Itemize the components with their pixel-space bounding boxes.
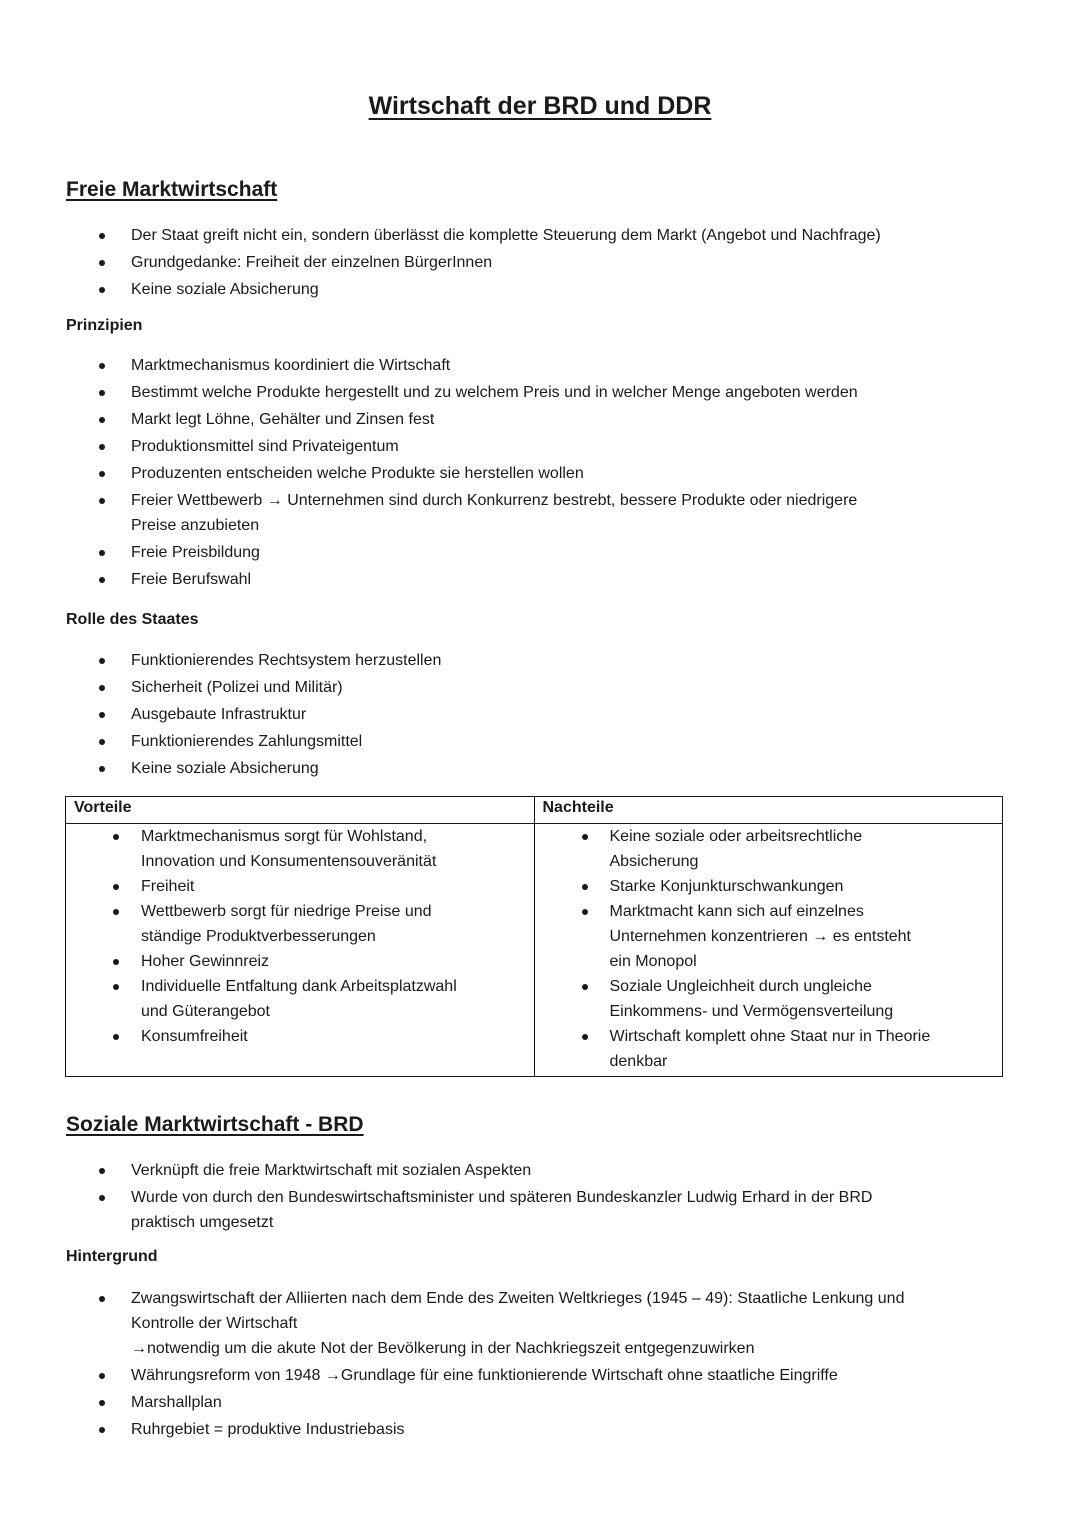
section-heading-freie-marktwirtschaft: Freie Marktwirtschaft bbox=[66, 178, 278, 201]
list-item-line: praktisch umgesetzt bbox=[131, 1214, 274, 1231]
list-item-line: denkbar bbox=[609, 1053, 668, 1070]
list-item bbox=[66, 874, 534, 899]
list-item bbox=[0, 1185, 1020, 1235]
list-item-line: Freiheit bbox=[141, 878, 195, 895]
nachteile-list bbox=[535, 824, 1003, 1074]
list-item bbox=[535, 874, 1003, 899]
list-item-line: →notwendig um die akute Not der Bevölkerung in der Nachkriegszeit entgegenzuwirken bbox=[131, 1340, 755, 1357]
vorteile-list bbox=[66, 824, 534, 1049]
list-item bbox=[66, 1024, 534, 1049]
list-item-line: Unternehmen konzentrieren → es entsteht bbox=[609, 928, 911, 945]
page-title: Wirtschaft der BRD und DDR bbox=[368, 92, 712, 120]
subheading-rolle-des-staates: Rolle des Staates bbox=[66, 611, 199, 628]
list-item: Marshallplan bbox=[0, 1390, 1020, 1415]
list-item-line: Individuelle Entfaltung dank Arbeitsplatzwahl bbox=[141, 978, 457, 995]
list-item-line: Marktmechanismus sorgt für Wohlstand, bbox=[141, 828, 428, 845]
pros-cons-table bbox=[65, 796, 1003, 1077]
list-item: Produktionsmittel sind Privateigentum bbox=[0, 434, 1020, 459]
list-item-line: Hoher Gewinnreiz bbox=[141, 953, 270, 970]
list-item: Der Staat greift nicht ein, sondern überlässt die komplette Steuerung dem Markt (Angebot und Nachfrage) bbox=[0, 223, 1020, 248]
list-item: Freie Berufswahl bbox=[0, 567, 1020, 592]
list-item bbox=[535, 899, 1003, 974]
list-item-line: Wirtschaft komplett ohne Staat nur in Theorie bbox=[609, 1028, 931, 1045]
list-item-line: Starke Konjunkturschwankungen bbox=[609, 878, 844, 895]
list-item: Grundgedanke: Freiheit der einzelnen BürgerInnen bbox=[0, 250, 1020, 275]
subheading-hintergrund: Hintergrund bbox=[66, 1248, 158, 1265]
list-item-line: Einkommens- und Vermögensverteilung bbox=[609, 1003, 894, 1020]
section-heading-soziale-marktwirtschaft: Soziale Marktwirtschaft - BRD bbox=[66, 1113, 364, 1136]
list-item: Verknüpft die freie Marktwirtschaft mit sozialen Aspekten bbox=[0, 1158, 1020, 1183]
list-item bbox=[66, 824, 534, 874]
list-item: Sicherheit (Polizei und Militär) bbox=[0, 675, 1020, 700]
list-item: Ruhrgebiet = produktive Industriebasis bbox=[0, 1417, 1020, 1442]
list-item bbox=[66, 899, 534, 949]
list-item bbox=[535, 974, 1003, 1024]
list-item: Keine soziale Absicherung bbox=[0, 277, 1020, 302]
list-item-line: und Güterangebot bbox=[141, 1003, 270, 1020]
list-item-line: Freier Wettbewerb → Unternehmen sind durch Konkurrenz bestrebt, bessere Produkte oder niedrigere bbox=[131, 492, 858, 509]
list-item: Währungsreform von 1948 →Grundlage für eine funktionierende Wirtschaft ohne staatliche Eingriffe bbox=[0, 1363, 1020, 1388]
list-item-line: Zwangswirtschaft der Alliierten nach dem Ende des Zweiten Weltkrieges (1945 – 49): Staatliche Lenkung und bbox=[131, 1290, 905, 1307]
list-item bbox=[535, 1024, 1003, 1074]
list-item bbox=[535, 824, 1003, 874]
list-item: Produzenten entscheiden welche Produkte sie herstellen wollen bbox=[0, 461, 1020, 486]
list-item: Bestimmt welche Produkte hergestellt und zu welchem Preis und in welcher Menge angeboten werden bbox=[0, 380, 1020, 405]
nachteile-cell bbox=[534, 824, 1003, 1077]
list-item: Marktmechanismus koordiniert die Wirtschaft bbox=[0, 353, 1020, 378]
list-item-line: Konsumfreiheit bbox=[141, 1028, 248, 1045]
list-item: Funktionierendes Rechtsystem herzustellen bbox=[0, 648, 1020, 673]
list-item-line: Marktmacht kann sich auf einzelnes bbox=[609, 903, 864, 920]
table-header-vorteile: Vorteile bbox=[66, 797, 535, 824]
list-item-line: Kontrolle der Wirtschaft bbox=[131, 1315, 298, 1332]
list-item-line: Wettbewerb sorgt für niedrige Preise und bbox=[141, 903, 432, 920]
list-item-line: Innovation und Konsumentensouveränität bbox=[141, 853, 437, 870]
list-item: Funktionierendes Zahlungsmittel bbox=[0, 729, 1020, 754]
list-item-line: ein Monopol bbox=[609, 953, 697, 970]
list-item: Ausgebaute Infrastruktur bbox=[0, 702, 1020, 727]
list-item bbox=[66, 949, 534, 974]
list-item-line: Keine soziale oder arbeitsrechtliche bbox=[609, 828, 863, 845]
list-item bbox=[66, 974, 534, 1024]
prinzipien-list bbox=[0, 353, 1020, 594]
list-item: Freie Preisbildung bbox=[0, 540, 1020, 565]
rolle-list bbox=[0, 648, 1020, 783]
list-item-line: ständige Produktverbesserungen bbox=[141, 928, 376, 945]
subheading-prinzipien: Prinzipien bbox=[66, 317, 143, 334]
hintergrund-list bbox=[0, 1286, 1020, 1444]
list-item: Markt legt Löhne, Gehälter und Zinsen fest bbox=[0, 407, 1020, 432]
list-item bbox=[0, 488, 1020, 538]
list-item: Keine soziale Absicherung bbox=[0, 756, 1020, 781]
list-item-line: Preise anzubieten bbox=[131, 517, 260, 534]
list-item-line: Soziale Ungleichheit durch ungleiche bbox=[609, 978, 872, 995]
list-item-line: Wurde von durch den Bundeswirtschaftsminister und späteren Bundeskanzler Ludwig Erhard in der BRD bbox=[131, 1189, 873, 1206]
table-header-nachteile: Nachteile bbox=[534, 797, 1003, 824]
freie-intro-list bbox=[0, 223, 1020, 304]
soziale-intro-list bbox=[0, 1158, 1020, 1237]
list-item bbox=[0, 1286, 1020, 1361]
vorteile-cell bbox=[66, 824, 535, 1077]
list-item-line: Absicherung bbox=[609, 853, 699, 870]
